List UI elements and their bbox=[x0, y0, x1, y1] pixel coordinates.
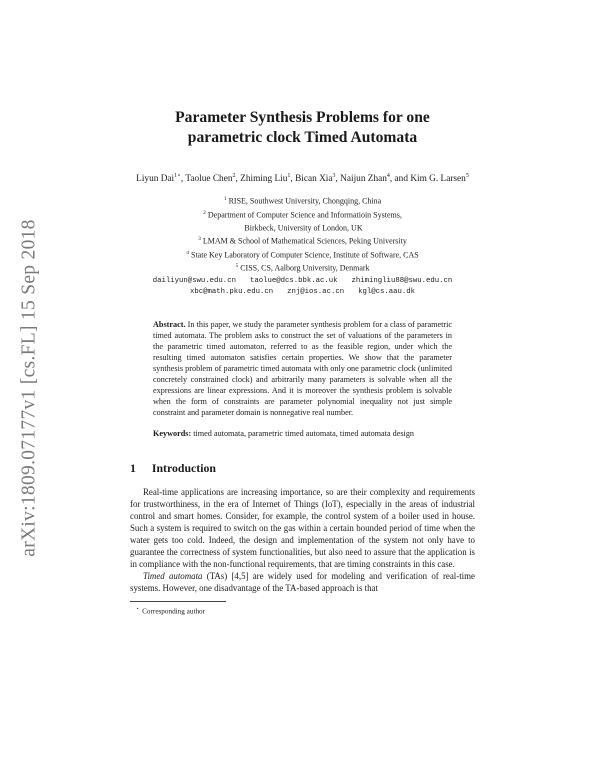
footnote bbox=[130, 605, 475, 616]
paragraph bbox=[130, 570, 475, 594]
paragraph: Real-time applications are increasing importance, so are their complexity and requirements for trustworthiness, in the era of Internet of Things (IoT), especially in the areas of industrial control and smart homes. Consider, for example, the control system of a boiler used in house. Such a system is required to switch on the gas within a certain bounded period of time when the water gets too cold. Indeed, the design and implementation of the system not only have to guarantee the correctness of system functionalities, but also need to assure that the application is in compliance with the non-functional requirements, that are timing constraints in this case. bbox=[130, 486, 475, 570]
author-affiliation-marker: 4 bbox=[386, 173, 390, 179]
author-name: Taolue Chen bbox=[185, 174, 233, 185]
author-list bbox=[130, 170, 475, 186]
author-affiliation-marker: 5 bbox=[465, 173, 469, 179]
section-heading bbox=[130, 461, 475, 476]
affiliation-line bbox=[130, 194, 475, 207]
author-affiliation-marker: 2 bbox=[232, 173, 236, 179]
affiliation-text: RISE, Southwest University, Chongqing, China bbox=[228, 196, 382, 206]
keywords-label: Keywords: bbox=[153, 428, 192, 438]
affiliation-marker: 5 bbox=[235, 263, 239, 270]
affiliation-text: LMAM & School of Mathematical Sciences, Peking University bbox=[202, 237, 407, 247]
affiliation-marker: 2 bbox=[203, 209, 206, 216]
footnote-divider bbox=[130, 601, 226, 602]
affiliation-line bbox=[130, 221, 475, 234]
author-separator: , bbox=[180, 174, 186, 185]
title-line-1: Parameter Synthesis Problems for one bbox=[175, 109, 430, 126]
author-separator: , and bbox=[389, 174, 411, 185]
author-name: Liyun Dai bbox=[136, 174, 175, 185]
author-separator: , bbox=[235, 174, 241, 185]
section-number: 1 bbox=[130, 460, 136, 475]
affiliation-text: State Key Laboratory of Computer Science, Institute of Software, CAS bbox=[191, 250, 419, 260]
abstract-label: Abstract. bbox=[153, 319, 186, 329]
title-line-2: parametric clock Timed Automata bbox=[187, 129, 418, 146]
arxiv-identifier-margin bbox=[12, 208, 48, 568]
affiliation-marker: 1 bbox=[223, 196, 227, 203]
email-row bbox=[130, 276, 475, 287]
paragraph-text: (TAs) [4,5] are widely used for modeling and verification of real-time systems. However, one disadvantage of the TA-based approach is that bbox=[130, 571, 475, 594]
author-name: Bican Xia bbox=[295, 174, 333, 185]
paper-page bbox=[130, 100, 475, 617]
author-affiliation-marker: 1⋆ bbox=[174, 173, 181, 179]
affiliation-line bbox=[130, 261, 475, 274]
email-address: xbc@math.pku.edu.cn bbox=[189, 287, 274, 296]
affiliation-marker: 3 bbox=[198, 236, 201, 243]
introduction-body bbox=[130, 486, 475, 594]
email-address: zhimingliu88@swu.edu.cn bbox=[351, 276, 453, 285]
affiliation-text: CISS, CS, Aalborg University, Denmark bbox=[240, 264, 370, 274]
author-name: Kim G. Larsen bbox=[410, 174, 466, 185]
italic-term: Timed automata bbox=[143, 571, 203, 582]
footnote-marker: ⋆ bbox=[136, 607, 140, 613]
affiliation-text: Birkbeck, University of London, UK bbox=[244, 223, 363, 233]
author-name: Zhiming Liu bbox=[240, 174, 288, 185]
abstract bbox=[153, 319, 452, 418]
author-affiliation-marker: 1 bbox=[287, 173, 291, 179]
email-address: kgl@cs.aau.dk bbox=[358, 287, 416, 296]
affiliation-line bbox=[130, 208, 475, 221]
affiliation-line bbox=[130, 234, 475, 247]
author-separator: , bbox=[290, 174, 296, 185]
affiliation-marker: 4 bbox=[186, 249, 189, 256]
abstract-text: In this paper, we study the parameter synthesis problem for a class of parametric timed automata. The problem asks to construct the set of valuations of the parameters in the parametric timed automaton, referred to as the feasible region, under which the resulting timed automaton satisfies certain properties. We show that the parameter synthesis problem of parametric timed automata with only one parametric clock (unlimited concretely constrained clock) and arbitrarily many parameters is solvable when all the expressions are linear expressions. And it is moreover the synthesis problem is solvable when the form of constraints are parameter polynomial inequality not just simple constraint and parameter domain is nonnegative real number. bbox=[153, 319, 453, 417]
section-title: Introduction bbox=[151, 460, 216, 475]
author-affiliation-marker: 3 bbox=[332, 173, 336, 179]
keywords-text: timed automata, parametric timed automata, timed automata design bbox=[193, 428, 415, 438]
paper-title bbox=[130, 108, 475, 148]
email-row bbox=[130, 287, 475, 298]
footnote-text: Corresponding author bbox=[142, 607, 206, 616]
keywords bbox=[153, 428, 452, 439]
author-name: Naijun Zhan bbox=[340, 174, 387, 185]
affiliation-line bbox=[130, 248, 475, 261]
affiliation-text: Department of Computer Science and Informatioin Systems, bbox=[207, 210, 402, 220]
author-separator: , bbox=[335, 174, 341, 185]
arxiv-identifier: arXiv:1809.07177v1 [cs.FL] 15 Sep 2018 bbox=[19, 219, 40, 557]
affiliation-list bbox=[130, 194, 475, 275]
email-address: taolue@dcs.bbk.ac.uk bbox=[249, 276, 338, 285]
email-address: dailiyun@swu.edu.cn bbox=[152, 276, 236, 285]
email-address: znj@ios.ac.cn bbox=[287, 287, 345, 296]
email-list bbox=[130, 276, 475, 298]
